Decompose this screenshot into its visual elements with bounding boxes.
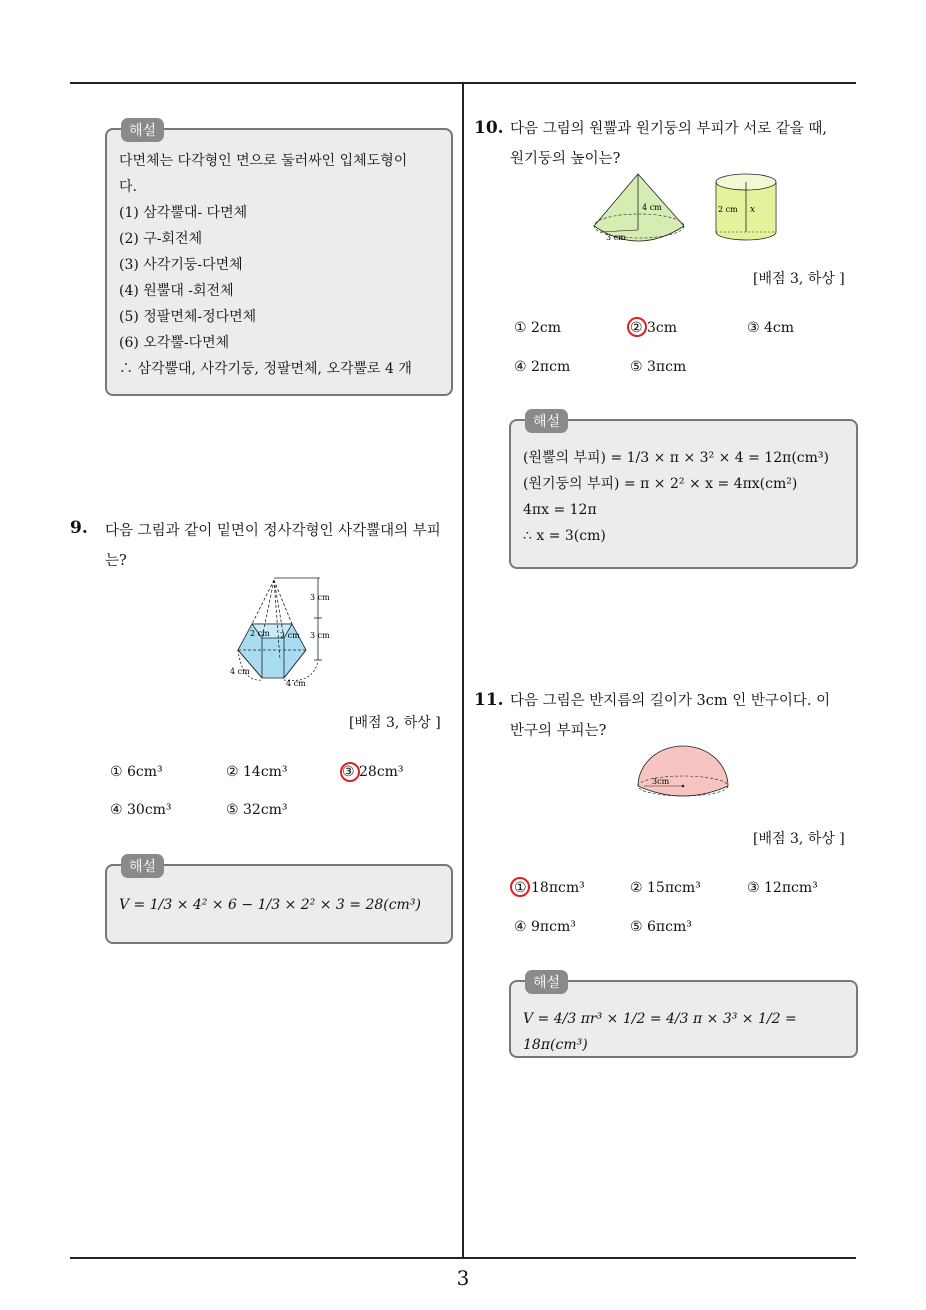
q9-choice-5[interactable]: ⑤ 32cm³ bbox=[226, 802, 288, 818]
question-11-score: [배점 3, 하상 ] bbox=[753, 831, 845, 847]
solution-tag: 해설 bbox=[121, 118, 164, 142]
q10-solution-line: ∴ x = 3(cm) bbox=[523, 528, 606, 544]
q11-choice-4[interactable]: ④ 9πcm³ bbox=[514, 919, 576, 935]
q9-solution-box bbox=[105, 859, 453, 944]
q11-choice-1[interactable]: ① 18πcm³ bbox=[514, 880, 585, 896]
q10-solution-line: (원기둥의 부피) = π × 2² × x = 4πx(cm²) bbox=[523, 476, 798, 492]
cone-figure bbox=[590, 170, 690, 245]
q11-choice-5[interactable]: ⑤ 6πcm³ bbox=[630, 919, 692, 935]
cone-label: 4 cm bbox=[642, 203, 662, 212]
question-10-text bbox=[510, 114, 860, 174]
answer-mark-circle bbox=[627, 317, 647, 337]
q11-solution-formula: V = 4/3 πr³ × 1/2 = 4/3 π × 3³ × 1/2 = 18π(cm³) bbox=[523, 1011, 797, 1053]
hemisphere-label: 3cm bbox=[652, 777, 670, 786]
solution-line: 다. bbox=[119, 179, 137, 195]
question-11-line2: 반구의 부피는? bbox=[510, 723, 607, 739]
column-divider bbox=[462, 84, 464, 1258]
q10-choice-1[interactable]: ① 2cm bbox=[514, 320, 562, 336]
frustum-label: 2 cm bbox=[250, 629, 270, 638]
q11-choice-2[interactable]: ② 15πcm³ bbox=[630, 880, 701, 896]
frustum-label: 2 cm bbox=[280, 631, 300, 640]
q9-choice-3[interactable]: ③ 28cm³ bbox=[342, 764, 404, 780]
question-9-score: [배점 3, 하상 ] bbox=[349, 715, 441, 731]
solution-tag: 해설 bbox=[525, 409, 568, 433]
question-9-line1: 다음 그림과 같이 밑면이 정사각형인 사각뿔대의 부피 bbox=[105, 523, 441, 539]
question-11-number: 11. bbox=[474, 690, 504, 710]
bottom-rule bbox=[70, 1257, 856, 1259]
q9-choice-4[interactable]: ④ 30cm³ bbox=[110, 802, 172, 818]
question-10-line2: 원기둥의 높이는? bbox=[510, 151, 621, 167]
cylinder-label: x bbox=[750, 205, 756, 215]
hemisphere-figure bbox=[636, 744, 731, 804]
question-10-score: [배점 3, 하상 ] bbox=[753, 271, 845, 287]
question-11-line1: 다음 그림은 반지름의 길이가 3cm 인 반구이다. 이 bbox=[510, 693, 831, 709]
q9-choice-2[interactable]: ② 14cm³ bbox=[226, 764, 288, 780]
cylinder-label: 2 cm bbox=[718, 205, 738, 214]
answer-mark-circle bbox=[510, 877, 530, 897]
page-number: 3 bbox=[456, 1266, 470, 1290]
frustum-label: 4 cm bbox=[230, 667, 250, 676]
solution-line: (3) 사각기둥-다면체 bbox=[119, 257, 243, 273]
frustum-label: 4 cm bbox=[286, 679, 306, 688]
frustum-label: 3 cm bbox=[310, 593, 330, 602]
question-9-line2: 는? bbox=[105, 553, 127, 569]
question-9-text bbox=[105, 516, 455, 576]
solution-line: (4) 원뿔대 -회전체 bbox=[119, 283, 234, 299]
q10-choice-4[interactable]: ④ 2πcm bbox=[514, 359, 571, 375]
frustum-label: 3 cm bbox=[310, 631, 330, 640]
q10-solution-box bbox=[509, 414, 858, 569]
solution-line: ∴ 삼각뿔대, 사각기둥, 정팔면체, 오각뿔로 4 개 bbox=[119, 361, 412, 377]
q10-choice-3[interactable]: ③ 4cm bbox=[747, 320, 795, 336]
question-10-number: 10. bbox=[474, 118, 504, 138]
q9-solution-formula: V = 1/3 × 4² × 6 − 1/3 × 2² × 3 = 28(cm³) bbox=[119, 897, 421, 913]
solution-line: (6) 오각뿔-다면체 bbox=[119, 335, 230, 351]
q11-solution-box bbox=[509, 975, 858, 1058]
question-9-number: 9. bbox=[70, 518, 88, 538]
solution-line: (5) 정팔면체-정다면체 bbox=[119, 309, 257, 325]
q10-choice-5[interactable]: ⑤ 3πcm bbox=[630, 359, 687, 375]
cylinder-figure bbox=[712, 172, 780, 244]
answer-mark-circle bbox=[340, 762, 360, 782]
cone-label: 3 cm bbox=[606, 233, 626, 242]
frustum-figure bbox=[222, 572, 337, 690]
prev-solution-box bbox=[105, 123, 453, 396]
q9-choice-1[interactable]: ① 6cm³ bbox=[110, 764, 163, 780]
solution-tag: 해설 bbox=[525, 970, 568, 994]
solution-line: (1) 삼각뿔대- 다면체 bbox=[119, 205, 248, 221]
solution-line: 다면체는 다각형인 면으로 둘러싸인 입체도형이 bbox=[119, 153, 408, 169]
solution-tag: 해설 bbox=[121, 854, 164, 878]
q10-choice-2[interactable]: ② 3cm bbox=[630, 320, 678, 336]
q11-choice-3[interactable]: ③ 12πcm³ bbox=[747, 880, 818, 896]
solution-line: (2) 구-회전체 bbox=[119, 231, 203, 247]
question-10-line1: 다음 그림의 원뿔과 원기둥의 부피가 서로 같을 때, bbox=[510, 121, 828, 137]
question-11-text bbox=[510, 686, 860, 746]
q10-solution-line: 4πx = 12π bbox=[523, 502, 597, 518]
q10-solution-line: (원뿔의 부피) = 1/3 × π × 3² × 4 = 12π(cm³) bbox=[523, 450, 829, 466]
